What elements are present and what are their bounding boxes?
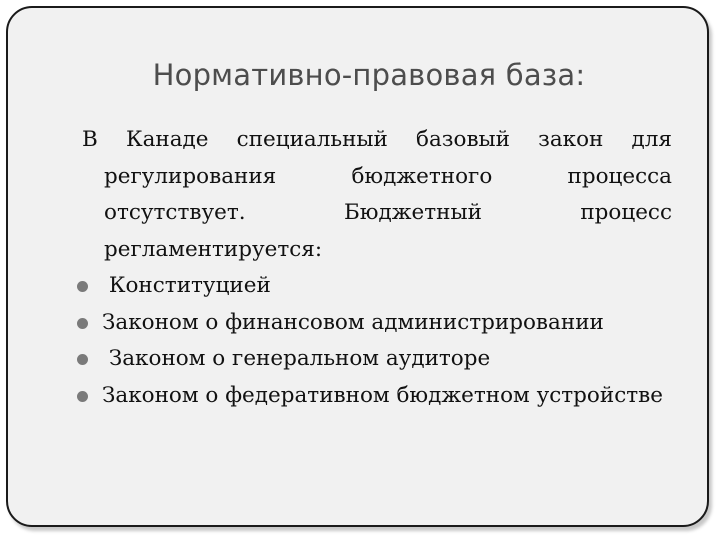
intro-paragraph: В Канаде специальный базовый закон для регулирования бюджетного процесса отсутствует. Бюджетный процесс регламентируется: xyxy=(82,127,672,262)
list-item xyxy=(82,305,672,342)
list-item xyxy=(82,341,672,378)
slide-body xyxy=(82,122,672,414)
bullet-dot-icon xyxy=(77,391,88,402)
list-item-text: Законом о генеральном аудиторе xyxy=(102,346,491,371)
list-item-text: Законом о финансовом администрировании xyxy=(102,309,604,335)
list-item-text: Конституцией xyxy=(102,273,271,298)
bullet-list xyxy=(82,268,672,414)
list-item xyxy=(82,268,672,305)
bullet-dot-icon xyxy=(77,354,88,365)
list-item xyxy=(82,378,672,415)
slide-title: Нормативно-правовая база: xyxy=(152,58,586,92)
list-item-text: Законом о федеративном бюджетном устройстве xyxy=(102,382,663,408)
bullet-dot-icon xyxy=(77,281,88,292)
bullet-dot-icon xyxy=(77,318,88,329)
